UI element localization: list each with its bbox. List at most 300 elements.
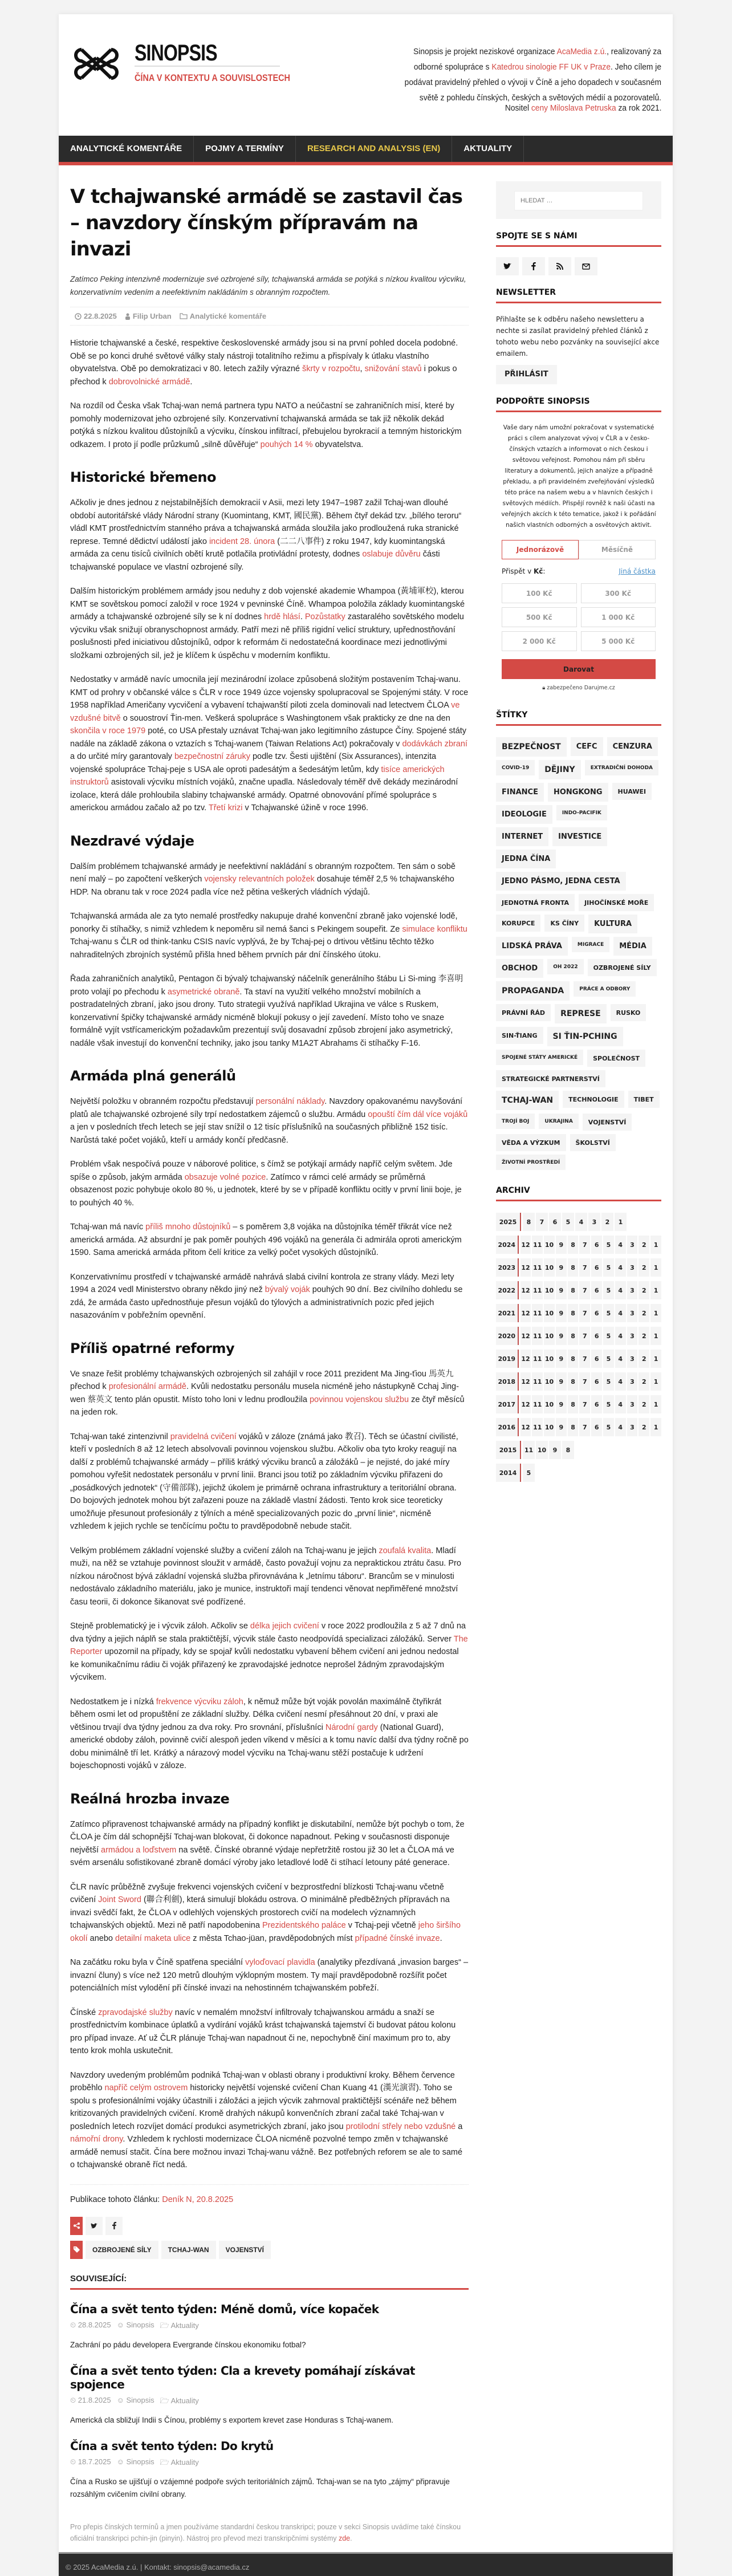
archive-month[interactable]: 11: [532, 1327, 543, 1345]
tag-link[interactable]: BEZPEČNOST: [496, 737, 567, 757]
archive-month[interactable]: 11: [532, 1372, 543, 1391]
user-icon: [125, 313, 131, 320]
search-widget: [496, 181, 661, 219]
email-button[interactable]: [575, 257, 597, 275]
facebook-button[interactable]: [522, 257, 545, 275]
tag-link[interactable]: VĚDA A VÝZKUM: [496, 1134, 566, 1151]
article-paragraph: Dalším historickým problémem armády jsou neduhy z dob vojenské akademie Whampoa (黃埔軍校), kterou KMT se sovětskou pomocí založil v roce 1924 v pevninské Číně. Whampoa položila základy kuomintangské armády a tchajwanské ozbrojené síly se k ní dodnes hrdě hlásí. Pozůstatky zastaralého sovětského modelu výcviku však snižují obranyschopnost armády. Patří mezi ně příliš rigidní velicí struktury, upřednostňování poslušnosti před iniciativou důstojníků, odpor k reformám či nedostatečná koordinace mezi jednotlivými složkami ozbrojených sil, jež je klíčem k úspěchu v moderním konfliktu.: [70, 587, 465, 660]
archive-month[interactable]: 9: [549, 1441, 561, 1459]
inline-link[interactable]: protilodní střely nebo vzdušné: [345, 2122, 456, 2131]
archive-month[interactable]: 3: [627, 1372, 638, 1391]
inline-link[interactable]: AcaMedia z.ú.: [556, 47, 607, 56]
archive-month[interactable]: 9: [556, 1372, 567, 1391]
archive-month[interactable]: 9: [556, 1281, 567, 1299]
archive-month[interactable]: 4: [615, 1236, 626, 1254]
archive-month[interactable]: 10: [544, 1372, 555, 1391]
archive-month[interactable]: 4: [615, 1304, 626, 1322]
tag-link[interactable]: RUSKO: [611, 1004, 646, 1021]
archive-year[interactable]: 2019: [496, 1350, 519, 1368]
nav-item-1[interactable]: POJMY A TERMÍNY: [194, 136, 296, 162]
inline-link[interactable]: asymetrické obraně: [167, 987, 240, 997]
archive-month[interactable]: 8: [568, 1418, 579, 1436]
archive-month[interactable]: 10: [544, 1258, 555, 1277]
tag-link[interactable]: OZBROJENÉ SÍLY: [588, 959, 657, 976]
facebook-icon: [112, 2222, 116, 2229]
archive-year[interactable]: 2022: [496, 1281, 519, 1299]
inline-link[interactable]: Třetí krizi: [208, 803, 243, 812]
tag-link[interactable]: ŽIVOTNÍ PROSTŘEDÍ: [496, 1155, 566, 1170]
related-post-title[interactable]: Čína a svět tento týden: Cla a krevety pomáhají získávat spojence: [70, 2363, 415, 2391]
post-author-text[interactable]: Filip Urban: [132, 312, 172, 320]
archive-month[interactable]: 9: [556, 1395, 567, 1413]
archive-month[interactable]: 1: [650, 1372, 661, 1391]
inline-link[interactable]: Joint Sword: [98, 1895, 141, 1904]
archive-month[interactable]: 3: [588, 1213, 600, 1231]
donation-amount-option[interactable]: 1 000 Kč: [581, 607, 656, 627]
archive-month[interactable]: 5: [603, 1327, 614, 1345]
archive-row: [496, 1304, 661, 1322]
archive-month[interactable]: 5: [603, 1350, 614, 1368]
archive-month[interactable]: 2: [639, 1418, 649, 1436]
related-post-title[interactable]: Čína a svět tento týden: Méně domů, více kopaček: [70, 2302, 379, 2316]
archive-month[interactable]: 1: [650, 1350, 661, 1368]
archive-month[interactable]: 6: [591, 1372, 602, 1391]
archive-year[interactable]: 2020: [496, 1327, 519, 1345]
tag-link[interactable]: JEDNO PÁSMO, JEDNA CESTA: [496, 872, 626, 891]
archive-month[interactable]: 6: [591, 1236, 602, 1254]
archive-month[interactable]: 12: [520, 1350, 531, 1368]
archive-year[interactable]: 2021: [496, 1304, 519, 1322]
archive-month[interactable]: 9: [556, 1236, 567, 1254]
donation-amount-option[interactable]: 300 Kč: [581, 583, 656, 603]
tag-link[interactable]: KORUPCE: [496, 915, 540, 932]
archive-month[interactable]: 9: [556, 1258, 567, 1277]
inline-link[interactable]: případné čínské invaze: [355, 1933, 440, 1943]
tag-link[interactable]: HUAWEI: [612, 783, 652, 800]
archive-month[interactable]: 6: [591, 1350, 602, 1368]
inline-link[interactable]: dobrovolnické armádě: [108, 377, 190, 387]
archive-month[interactable]: 10: [544, 1418, 555, 1436]
tag-link[interactable]: ŠKOLSTVÍ: [570, 1134, 616, 1151]
tag-link[interactable]: DĚJINY: [539, 760, 580, 779]
archive-month[interactable]: 11: [532, 1395, 543, 1413]
archive-year[interactable]: 2017: [496, 1395, 519, 1413]
nav-item-2[interactable]: RESEARCH AND ANALYSIS (EN): [296, 136, 452, 162]
tag-link[interactable]: SPOJENÉ STÁTY AMERICKÉ: [496, 1050, 583, 1065]
archive-month[interactable]: 2: [639, 1236, 649, 1254]
inline-link[interactable]: vyloďovací plavidla: [245, 1958, 315, 1967]
tag-link[interactable]: FINANCE: [496, 783, 544, 802]
inline-link[interactable]: incident 28. února: [209, 537, 275, 546]
archive-year[interactable]: 2024: [496, 1236, 519, 1254]
archive-month[interactable]: 8: [568, 1281, 579, 1299]
newsletter-subscribe-button[interactable]: PŘIHLÁSIT: [496, 365, 557, 384]
archive-month[interactable]: 3: [627, 1304, 638, 1322]
tag-link[interactable]: TIBET: [628, 1091, 660, 1108]
post-category[interactable]: [180, 312, 266, 320]
archive-month[interactable]: 1: [650, 1418, 661, 1436]
archive-month[interactable]: 7: [579, 1281, 590, 1299]
inline-link[interactable]: bývalý voják: [265, 1285, 310, 1294]
archive-month[interactable]: 4: [615, 1350, 626, 1368]
tag-link[interactable]: INTERNET: [496, 827, 548, 846]
tag-link[interactable]: SPOLEČNOST: [587, 1050, 645, 1067]
tag-link[interactable]: OH 2022: [547, 959, 583, 974]
site-title[interactable]: SINOPSIS: [135, 40, 217, 66]
related-post-category[interactable]: 🗁︎ Aktuality: [160, 2396, 199, 2405]
inline-link[interactable]: Národní gardy: [325, 1722, 378, 1732]
tag-link[interactable]: MÉDIA: [613, 937, 652, 956]
archive-month[interactable]: 4: [615, 1418, 626, 1436]
archive-month[interactable]: 2: [639, 1395, 649, 1413]
post-author[interactable]: [125, 312, 172, 320]
nav-item-3[interactable]: AKTUALITY: [452, 136, 524, 162]
tag-link[interactable]: VOJENSTVÍ: [583, 1114, 632, 1131]
donation-tab[interactable]: Jednorázově: [502, 540, 579, 559]
archive-month[interactable]: 12: [520, 1327, 531, 1345]
inline-link[interactable]: armádou a loďstvem: [101, 1845, 177, 1855]
inline-link[interactable]: námořní drony: [70, 2135, 123, 2144]
archive-month[interactable]: 2: [639, 1327, 649, 1345]
twitter-button[interactable]: [496, 257, 519, 275]
archive-month[interactable]: 4: [615, 1395, 626, 1413]
tag-link[interactable]: SI ŤIN-PCHING: [547, 1027, 623, 1046]
archive-month[interactable]: 8: [523, 1213, 535, 1231]
post-category-text[interactable]: Analytické komentáře: [189, 312, 267, 320]
archive-month[interactable]: 7: [579, 1258, 590, 1277]
archive-year[interactable]: 2014: [496, 1464, 521, 1482]
post-date-text: 22.8.2025: [84, 312, 117, 320]
nav-item-0[interactable]: ANALYTICKÉ KOMENTÁŘE: [59, 136, 194, 162]
archive-month[interactable]: 7: [579, 1418, 590, 1436]
archive-month[interactable]: 12: [520, 1395, 531, 1413]
archive-year[interactable]: 2023: [496, 1258, 519, 1277]
archive-month[interactable]: 3: [627, 1395, 638, 1413]
tag-link[interactable]: SIN-ŤIANG: [496, 1027, 543, 1044]
archive-year[interactable]: 2016: [496, 1418, 519, 1436]
tag-link[interactable]: MIGRACE: [572, 937, 609, 952]
archive-row: [496, 1441, 661, 1459]
archive-month[interactable]: 6: [549, 1213, 561, 1231]
archive-month[interactable]: 9: [556, 1304, 567, 1322]
post-tag[interactable]: OZBROJENÉ SÍLY: [86, 2241, 158, 2259]
inline-link[interactable]: ve vzdušné bitvě: [70, 701, 460, 723]
inline-link[interactable]: pouhých 14 %: [260, 440, 313, 449]
archive-month[interactable]: 11: [532, 1236, 543, 1254]
inline-link[interactable]: simulace konfliktu: [402, 924, 467, 934]
tag-link[interactable]: KULTURA: [588, 915, 637, 933]
donation-amount-option[interactable]: 100 Kč: [502, 583, 577, 603]
related-post-meta: [70, 2396, 469, 2408]
sidebar: [496, 181, 661, 2552]
archive-month[interactable]: 6: [591, 1258, 602, 1277]
tag-link[interactable]: TROJÍ BOJ: [496, 1114, 535, 1129]
archive-month[interactable]: 4: [615, 1258, 626, 1277]
archive-row: [496, 1395, 661, 1413]
archive-month[interactable]: 12: [520, 1372, 531, 1391]
donation-amount-option[interactable]: 500 Kč: [502, 607, 577, 627]
donation-tab[interactable]: Měsíčně: [579, 540, 656, 559]
inline-link[interactable]: jeho širšího okolí: [70, 1921, 461, 1943]
archive-month[interactable]: 6: [591, 1304, 602, 1322]
archive-month[interactable]: 4: [615, 1327, 626, 1345]
archive-month[interactable]: 1: [650, 1281, 661, 1299]
archive-month[interactable]: 10: [544, 1236, 555, 1254]
tag-link[interactable]: OBCHOD: [496, 959, 543, 978]
archive-month[interactable]: 6: [591, 1281, 602, 1299]
post-date: [75, 312, 117, 320]
archive-month[interactable]: 5: [603, 1304, 614, 1322]
archive-row: [496, 1258, 661, 1277]
tag-link[interactable]: COVID-19: [496, 760, 535, 775]
divider: [70, 2184, 469, 2185]
archive-month[interactable]: 7: [579, 1327, 590, 1345]
archive-month[interactable]: 1: [650, 1258, 661, 1277]
archive-month[interactable]: 11: [532, 1258, 543, 1277]
archive-month[interactable]: 7: [536, 1213, 548, 1231]
archive-month[interactable]: 7: [579, 1236, 590, 1254]
archive-month[interactable]: 1: [650, 1395, 661, 1413]
share-twitter-button[interactable]: [86, 2217, 103, 2235]
tag-link[interactable]: PRÁVNÍ ŘÁD: [496, 1004, 551, 1021]
archive-month[interactable]: 4: [575, 1213, 587, 1231]
tag-link[interactable]: KS ČÍNY: [544, 915, 584, 932]
tag-link[interactable]: EXTRADIČNÍ DOHODA: [585, 760, 658, 775]
archive-month[interactable]: 8: [568, 1395, 579, 1413]
archive-month[interactable]: 11: [532, 1281, 543, 1299]
article-paragraph: Ve snaze řešit problémy tchajwanských ozbrojených sil zahájil v roce 2011 prezident Ma Jing-ťiou 馬英九 přechod k profesionální armádě. Kvůli nedostatku personálu musela nicméně jeho nástupkyně Cchaj Jing-wen 蔡英文 tento plán opustit. Místo toho loni v lednu prodloužila povinnou vojenskou službu ze čtyř měsíců na jeden rok.: [70, 1369, 465, 1417]
tag-link[interactable]: LIDSKÁ PRÁVA: [496, 937, 568, 956]
article-paragraph: Historie tchajwanské a české, respektive československé armády jsou si na první pohled docela podobné. Obě se po konci druhé světové války staly nástroji totalitního režimu a přispívaly k útlaku vlastního obyvatelstva. Obě po demokratizaci v 80. letech zažily výrazné škrty v rozpočtu, snižování stavů i pokus o přechod k dobrovolnické armádě.: [70, 339, 458, 387]
tag-link[interactable]: TECHNOLOGIE: [563, 1091, 624, 1108]
archive-month[interactable]: 5: [523, 1464, 535, 1482]
archive-month[interactable]: 12: [520, 1281, 531, 1299]
related-heading: SOUVISEJÍCÍ:: [70, 2274, 469, 2290]
related-post-author[interactable]: ☺ Sinopsis: [116, 2320, 154, 2329]
inline-link[interactable]: obsazuje volné pozice: [184, 1172, 266, 1182]
archive-month[interactable]: 8: [568, 1372, 579, 1391]
related-post-category[interactable]: 🗁︎ Aktuality: [160, 2457, 199, 2467]
donation-amount-option[interactable]: 2 000 Kč: [502, 631, 577, 651]
archive-month[interactable]: 11: [532, 1350, 543, 1368]
archive-month[interactable]: 12: [520, 1236, 531, 1254]
archive-month[interactable]: 8: [568, 1236, 579, 1254]
archive-month[interactable]: 3: [627, 1418, 638, 1436]
inline-link[interactable]: zoufalá kvalita: [379, 1546, 432, 1555]
search-input[interactable]: [514, 191, 643, 210]
archive-month[interactable]: 10: [544, 1327, 555, 1345]
post-tag[interactable]: VOJENSTVÍ: [219, 2241, 271, 2259]
archive-month[interactable]: 12: [520, 1258, 531, 1277]
publication-link[interactable]: Deník N, 20.8.2025: [162, 2195, 234, 2204]
tag-link[interactable]: JEDNOTNÁ FRONTA: [496, 894, 575, 911]
related-post-author[interactable]: ☺ Sinopsis: [116, 2395, 154, 2404]
archive-month[interactable]: 11: [523, 1441, 535, 1459]
inline-link[interactable]: The Reporter: [70, 1634, 468, 1656]
archive-month[interactable]: 10: [544, 1304, 555, 1322]
inline-link[interactable]: Prezidentského paláce: [262, 1921, 346, 1930]
section-heading: Armáda plná generálů: [70, 1068, 236, 1084]
archive-month[interactable]: 8: [562, 1441, 574, 1459]
archive-month[interactable]: 9: [556, 1418, 567, 1436]
archive-month[interactable]: 8: [568, 1327, 579, 1345]
archive-month[interactable]: 3: [627, 1236, 638, 1254]
inline-link[interactable]: délka jejich cvičení: [250, 1622, 319, 1631]
inline-link[interactable]: vojensky relevantních položek: [204, 875, 315, 884]
archive-month[interactable]: 8: [568, 1258, 579, 1277]
article-paragraph: Problém však nespočívá pouze v náborové politice, s čímž se potýkají armády napříč celým světem. Jde spíše o způsob, jakým armáda obsazuje volné pozice. Zatímco v rámci celé armády se průměrná obsazenost pozic pohybuje okolo 80 %, u jednotek, které by se v případě konfliktu ocitly v první linii boje, je to pouhých 40 %.: [70, 1160, 462, 1208]
inline-link[interactable]: skončila v roce 1979: [70, 726, 146, 736]
post-tag[interactable]: TCHAJ-WAN: [161, 2241, 216, 2259]
inline-link[interactable]: zpravodajské služby: [98, 2008, 173, 2017]
archive-month[interactable]: 10: [536, 1441, 548, 1459]
archive-month[interactable]: 1: [650, 1304, 661, 1322]
tag-link[interactable]: HONGKONG: [548, 783, 608, 802]
archive-month[interactable]: 3: [627, 1281, 638, 1299]
inline-link[interactable]: ceny Miloslava Petruska: [531, 103, 616, 113]
related-post: [70, 2364, 469, 2427]
tag-link[interactable]: REPRESE: [555, 1004, 607, 1023]
inline-link[interactable]: snižování stavů: [364, 364, 422, 373]
archive-month[interactable]: 2: [639, 1304, 649, 1322]
rss-button[interactable]: [548, 257, 571, 275]
related-post: [70, 2439, 469, 2501]
inline-link[interactable]: povinnou vojenskou službu: [309, 1395, 409, 1404]
archive-month[interactable]: 7: [579, 1350, 590, 1368]
tag-link[interactable]: JIHOČÍNSKÉ MOŘE: [579, 894, 654, 911]
post-tags: [70, 2241, 469, 2259]
donate-button[interactable]: Darovat: [502, 659, 656, 679]
archive-year[interactable]: 2015: [496, 1441, 521, 1459]
archive-month[interactable]: 11: [532, 1304, 543, 1322]
archive-month[interactable]: 3: [627, 1258, 638, 1277]
inline-link[interactable]: pravidelná cvičení: [170, 1432, 237, 1441]
tag-link[interactable]: IDEOLOGIE: [496, 805, 552, 824]
inline-link[interactable]: Pozůstatky: [304, 612, 345, 621]
archive-month[interactable]: 2: [639, 1258, 649, 1277]
archive-month[interactable]: 7: [579, 1304, 590, 1322]
donation-amount-option[interactable]: 5 000 Kč: [581, 631, 656, 651]
archive-year[interactable]: 2025: [496, 1213, 521, 1231]
archive-month[interactable]: 6: [591, 1395, 602, 1413]
archive-month[interactable]: 11: [532, 1418, 543, 1436]
tag-link[interactable]: UKRAJINA: [539, 1114, 578, 1129]
archive-year[interactable]: 2018: [496, 1372, 519, 1391]
archive-month[interactable]: 5: [603, 1236, 614, 1254]
archive-month[interactable]: 4: [615, 1372, 626, 1391]
archive-month[interactable]: 6: [591, 1327, 602, 1345]
tag-link[interactable]: JEDNA ČÍNA: [496, 850, 556, 868]
inline-link[interactable]: škrty v rozpočtu: [302, 364, 360, 373]
inline-link[interactable]: Katedrou sinologie FF UK v Praze: [491, 62, 611, 72]
archive-month[interactable]: 3: [627, 1327, 638, 1345]
inline-link[interactable]: tisíce amerických instruktorů: [70, 765, 445, 787]
archive-month[interactable]: 8: [568, 1350, 579, 1368]
article-paragraph: Velkým problémem základní vojenské služby a cvičení záloh na Tchaj-wanu je jejich zoufalá kvalita. Mladí muži, na něž se vztahuje povinnost sloužit v armádě, často považují vojnu za nepraktickou ztrátu času. Pro nízkou náročnost bývá základní vojenská služba přirovnávána k „letnímu táboru“. Brancům se v minulosti nedostávalo základního materiálu, jako je munice, instruktoři mají tendenci věnovat nepřiměřené množství času teorii, či dokonce šikanovat své podřízené.: [70, 1546, 461, 1607]
archive-month[interactable]: 10: [544, 1350, 555, 1368]
archive-month[interactable]: 7: [579, 1395, 590, 1413]
publication-label: Publikace tohoto článku:: [70, 2195, 162, 2204]
archive-month[interactable]: 3: [627, 1350, 638, 1368]
inline-link[interactable]: napříč celým ostrovem: [104, 2083, 188, 2093]
archive-month[interactable]: 5: [603, 1418, 614, 1436]
inline-link[interactable]: příliš mnoho důstojníků: [145, 1222, 231, 1232]
archive-month[interactable]: 8: [568, 1304, 579, 1322]
tag-link[interactable]: STRATEGICKÉ PARTNERSTVÍ: [496, 1070, 605, 1087]
archive-month[interactable]: 5: [603, 1395, 614, 1413]
archive-month[interactable]: 1: [650, 1327, 661, 1345]
archive-month[interactable]: 4: [615, 1281, 626, 1299]
article-paragraph: Ačkoliv je dnes jednou z nejstabilnějších demokracií v Asii, mezi lety 1947–1987 zažil Tchaj-wan dlouhé období autoritářské vlády Národní strany (Kuomintang, KMT, 國民黨). Během čtyř dekád tzv. „bílého teroru“ vládl KMT prostřednictvím stanného práva a tchajwanská armáda sloužila jako prodloužená ruka stranické represe. Temné dědictví událostí jako incident 28. února (二二八事件) z roku 1947, kdy kuomintangská armáda za cenu tisíců civilních obětí krutě potlačila protivládní protesty, dodnes oslabuje důvěru části tchajwanské populace ve vlastní ozbrojené síly.: [70, 498, 462, 572]
archive-month[interactable]: 10: [544, 1281, 555, 1299]
inline-link[interactable]: frekvence výcviku záloh: [156, 1697, 243, 1707]
related-posts: [70, 2302, 469, 2501]
social-links: [496, 257, 661, 275]
article-paragraph: Dalším problémem tchajwanské armády je neefektivní nakládání s obranným rozpočtem. Ten sám o sobě není malý – po započtení veškerých vojensky relevantních položek dosahuje téměř 2,5 % tchajwanského HDP. Na obranu tak v roce 2024 padla více než pětina veškerých vládních výdajů.: [70, 862, 456, 897]
archive-month[interactable]: 2: [639, 1281, 649, 1299]
inline-link[interactable]: zde: [338, 2534, 351, 2542]
archive-month[interactable]: 2: [639, 1350, 649, 1368]
archive-month[interactable]: 10: [544, 1395, 555, 1413]
archive-month[interactable]: 7: [579, 1372, 590, 1391]
archive-month[interactable]: 5: [603, 1281, 614, 1299]
inline-link[interactable]: personální náklady: [255, 1097, 325, 1106]
tag-link[interactable]: TCHAJ-WAN: [496, 1091, 559, 1110]
article-paragraph: Navzdory uvedeným problémům podniká Tchaj-wan v oblasti obrany i produktivní kroky. Během července proběhlo napříč celým ostrovem historicky největší vojenské cvičení Chan Kuang 41 (漢光演習). Toho se spolu s profesionálními vojáky účastnili i záložáci a jejich výcvik zahrnoval praktičtější scénáře než během kritizovaných pravidelných cvičení. Kromě drahých nákupů konvenčních zbraní začal také Tchaj-wan v posledních letech rozvíjet domácí produkci asymetrických zbraní, jako jsou protilodní střely nebo vzdušné a námořní drony. Vzhledem k rychlosti modernizace ČLOA nicméně pozvolné tempo změn v tchajwanské armádě nemusí stačit. Čína bere možnou invazi Tchaj-wanu vážně. Bez potřebných reforem se ale to samé o tchajwanské obraně říct nedá.: [70, 2070, 463, 2169]
related-post-excerpt: Zachrání po pádu developera Evergrande čínskou ekonomiku fotbal?: [70, 2340, 306, 2349]
tag-link[interactable]: PRÁCE A ODBORY: [574, 981, 636, 997]
archive-month[interactable]: 2: [601, 1213, 613, 1231]
archive-month[interactable]: 5: [603, 1258, 614, 1277]
article-paragraph: Zatímco připravenost tchajwanské armády na případný konflikt je diskutabilní, nemůže být pochyb o tom, že ČLOA je čím dál schopnější Tchaj-wan blokovat, či dokonce napadnout. Peking v současnosti disponuje největší armádou a loďstvem na světě. Čínské obranné výdaje nepřetržitě rostou již 30 let a ČLOA má ve svém arsenálu sofistikované zbraně domácí výroby jako letadlové lodě či stíhací letouny páté generace.: [70, 1819, 465, 1867]
inline-link[interactable]: oslabuje důvěru: [362, 550, 421, 559]
tag-link[interactable]: PROPAGANDA: [496, 981, 570, 1001]
related-post-category[interactable]: 🗁︎ Aktuality: [160, 2321, 199, 2330]
footer-text: © 2025 AcaMedia z.ú. | Kontakt: sinopsis@acamedia.cz: [66, 2562, 250, 2571]
share-facebook-button[interactable]: [105, 2217, 123, 2235]
archive-month[interactable]: 12: [520, 1418, 531, 1436]
tag-link[interactable]: INDO-PACIFIK: [556, 805, 607, 820]
archive-row: [496, 1281, 661, 1299]
tag-link[interactable]: INVESTICE: [552, 827, 607, 846]
inline-link[interactable]: opouští čím dál více vojáků: [368, 1110, 468, 1119]
related-post-author[interactable]: ☺ Sinopsis: [116, 2457, 154, 2466]
endless-knot-logo-icon[interactable]: [70, 44, 123, 84]
archive-month[interactable]: 9: [556, 1327, 567, 1345]
site-tagline: ČÍNA V KONTEXTU A SOUVISLOSTECH: [135, 72, 290, 83]
tag-link[interactable]: CEFC: [571, 737, 603, 756]
archive-month[interactable]: 1: [650, 1236, 661, 1254]
inline-link[interactable]: hrdě hlásí: [264, 612, 300, 621]
archive-month[interactable]: 9: [556, 1350, 567, 1368]
archive-month[interactable]: 6: [591, 1418, 602, 1436]
inline-link[interactable]: detailní maketa ulice: [115, 1933, 191, 1943]
inline-link[interactable]: bezpečnostní záruky: [174, 752, 250, 761]
archive-month[interactable]: 12: [520, 1304, 531, 1322]
tag-link[interactable]: CENZURA: [607, 737, 658, 756]
archive-month[interactable]: 5: [603, 1372, 614, 1391]
article-paragraph: Na rozdíl od Česka však Tchaj-wan nemá partnera typu NATO a neúčastní se zahraničních misí, které by pomohly modernizovat jeho ozbrojené síly. Konzervativní tchajwanská armáda se tak již několik dekád potýká s nízkou kvalitou důstojníků a výcviku, čínskou infiltrací, přebujelou byrokracií a temným historickým odkazem. I proto jí podle průzkumů „silně důvěřuje“ pouhých 14 % obyvatelstva.: [70, 401, 462, 449]
rss-icon: [556, 263, 563, 270]
archive-month[interactable]: 5: [562, 1213, 574, 1231]
archive-month[interactable]: 1: [615, 1213, 627, 1231]
inline-link[interactable]: dodávkách zbraní: [402, 739, 467, 749]
article-paragraph: Nedostatky v armádě navíc umocnila její mezinárodní izolace způsobená složitým postavením Tchaj-wanu. KMT od prohry v občanské válce s ČLR v roce 1949 úzce vojensky spolupracoval se Spojenými státy. V roce 1958 například Američany vycvičení a vybavení tchajwanští piloti zcela dominovali nad letectvem ČLOA ve vzdušné bitvě o souostroví Ťin-men. Veškerá spolupráce s Washingtonem však prakticky ze dne na den skončila v roce 1979 poté, co USA přestaly uznávat Tchaj-wan jako legitimního zástupce Číny. Spojené státy nadále na základě zákona o vztazích s Tchaj-wanem (Taiwan Relations Act) pokračovaly v dodávkách zbraní a do určité míry garantovaly bezpečnostní záruky podle tzv. Šesti ujištění (Six Assurances), intenzita vojenské spolupráce Tchaj-peje s USA ale oproti padesátým a šedesátým letům, kdy tisíce amerických instruktorů asistovali výcviku místních vojáků, značne upadla. Následovaly téměř dvě dekády mezinárodní izolace, která dále prohloubila slabiny tchajwanské armády. Opatrné obnovování přímé spolupráce s americkou armádou začalo až po tzv. Třetí krizi v Tchajwanské úžině v roce 1996.: [70, 675, 469, 812]
related-post-title[interactable]: Čína a svět tento týden: Do krytů: [70, 2439, 274, 2453]
other-amount-link[interactable]: Jiná částka: [619, 567, 656, 575]
archive-month[interactable]: 2: [639, 1372, 649, 1391]
inline-link[interactable]: profesionální armádě: [108, 1382, 186, 1391]
